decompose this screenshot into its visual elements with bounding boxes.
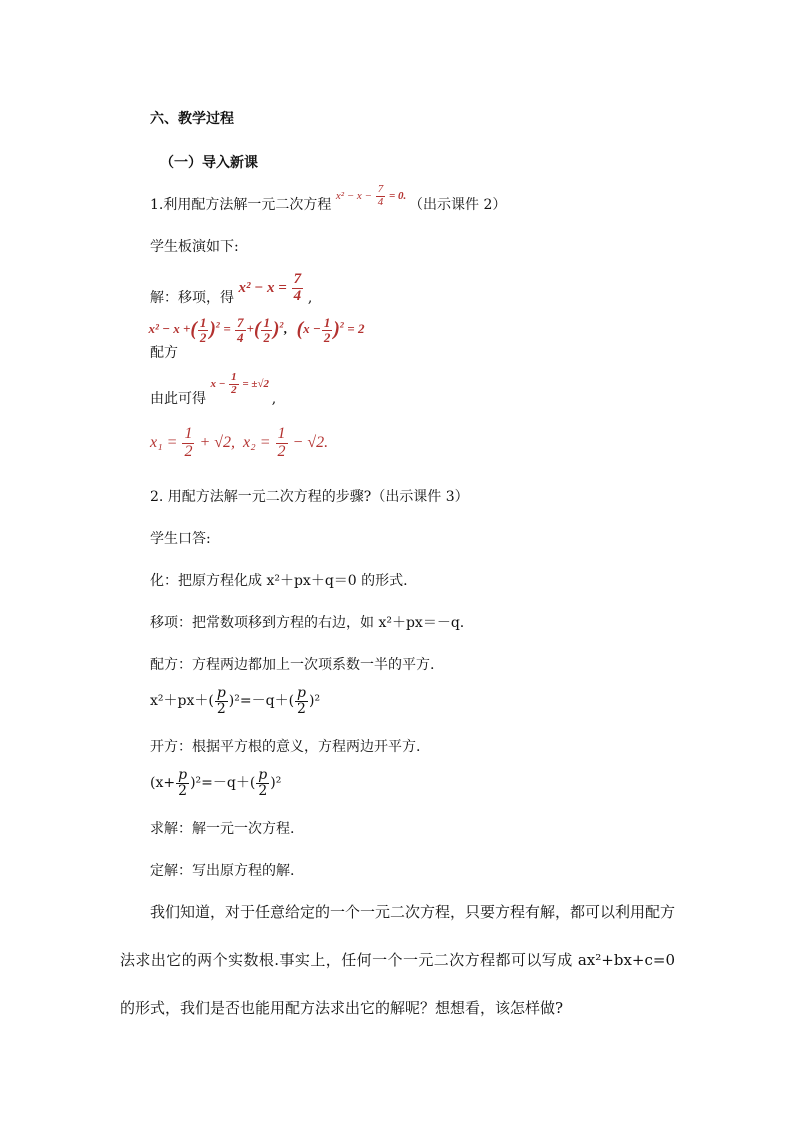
complete-sep: ,	[283, 321, 287, 337]
complete-eq1-plus: +	[246, 321, 254, 337]
complete-label: 配方	[150, 345, 178, 362]
step-peifang: 配方：方程两边都加上一次项系数一半的平方.	[150, 657, 435, 673]
peifang-equation	[150, 686, 320, 716]
complete-half-num-3: 1	[323, 315, 331, 330]
root-x2: x₂ =	[243, 433, 271, 451]
derive-tail: ,	[271, 391, 277, 407]
peifang-eq-den-2: 2	[297, 700, 306, 717]
complete-half-num-1: 1	[199, 315, 207, 330]
complete-eq2-rhs: = 2	[347, 321, 365, 337]
kaifang-eq-den-2: 2	[258, 782, 268, 799]
root2-den: 2	[277, 442, 286, 460]
complete-half-num-2: 1	[263, 315, 270, 330]
kaifang-eq-c: )²	[270, 775, 282, 792]
complete-eq1-mid: =	[223, 321, 231, 337]
root2-num: 1	[277, 425, 286, 442]
peifang-eq-num-2: p	[297, 685, 306, 701]
root-minus: − √2.	[292, 433, 329, 451]
oral-answer: 学生口答:	[150, 531, 211, 547]
kaifang-eq-num-2: p	[258, 767, 268, 783]
step-kaifang: 开方：根据平方根的意义，方程两边开平方.	[150, 739, 421, 755]
complete-eq2-x: x −	[303, 321, 321, 337]
step-dingjie: 定解：写出原方程的解.	[150, 863, 295, 879]
root1-num: 1	[184, 425, 193, 442]
item-1-note: （出示课件 2）	[409, 197, 507, 213]
complete-equation-1: x² − x +( $\frac{1}{2}$ )$^2$ = $\frac{7}{4}$ +( $\frac{1}{2}$ )$^2$, (x − $\frac{1}{2}$ )$^2$ = 2	[148, 315, 365, 345]
complete-half-den-1: 2	[199, 329, 207, 345]
section-heading: 六、教学过程	[150, 111, 234, 127]
item-2: 2. 用配方法解一元二次方程的步骤?（出示课件 3）	[150, 489, 469, 505]
eq1-num: 7	[377, 183, 384, 196]
kaifang-eq-num-1: p	[178, 767, 188, 783]
step-hua: 化：把原方程化成 x²＋px＋q＝0 的形式.	[150, 573, 408, 589]
complete-half-den-2: 2	[263, 329, 270, 345]
solve-tail: ,	[307, 289, 313, 306]
solve-eq-den: 4	[293, 287, 302, 304]
solve-eq-num: 7	[293, 271, 302, 287]
root-plus: + √2,	[199, 433, 236, 451]
item-1	[150, 183, 507, 219]
peifang-eq-c: )²	[309, 693, 321, 710]
derive-eq-rhs: = ±√2	[242, 378, 269, 390]
complete-square-line	[148, 315, 398, 362]
solve-label: 解：移项，得	[150, 289, 234, 306]
derive-equation	[210, 371, 271, 396]
step-yixiang: 移项：把常数项移到方程的右边，如 x²＋px＝－q.	[150, 615, 465, 631]
roots-line	[150, 426, 328, 461]
peifang-eq-b: )²=－q＋(	[228, 693, 295, 710]
derive-line	[150, 371, 277, 407]
peifang-eq-a: x²＋px＋(	[150, 693, 214, 710]
step-qiujie: 求解：解一元一次方程.	[150, 821, 295, 837]
complete-eq1-lhs: x² − x +	[148, 321, 191, 337]
roots-equation	[150, 425, 329, 460]
kaifang-equation	[150, 768, 281, 798]
complete-eq1-frac-num: 7	[237, 315, 244, 330]
root-x1: x₁ =	[150, 433, 178, 451]
solve-equation	[238, 271, 307, 304]
kaifang-eq-den-1: 2	[178, 782, 188, 799]
complete-eq1-frac-den: 4	[237, 329, 244, 345]
derive-eq-den: 2	[231, 383, 237, 396]
complete-half-den-3: 2	[323, 329, 331, 345]
derive-eq-num: 1	[231, 371, 237, 384]
peifang-eq-den-1: 2	[216, 700, 226, 717]
solve-eq-lhs: x² − x =	[238, 279, 287, 296]
kaifang-eq-a: (x+	[150, 775, 176, 792]
subsection-heading: （一）导入新课	[160, 155, 258, 171]
eq1-lhs: x² − x −	[335, 190, 372, 202]
solve-line	[150, 272, 312, 305]
root1-den: 2	[184, 442, 193, 460]
derive-label: 由此可得	[150, 391, 206, 407]
peifang-eq-num-1: p	[216, 685, 226, 701]
eq1-den: 4	[377, 195, 384, 208]
equation-1	[335, 183, 409, 208]
derive-eq-lhs: x −	[210, 378, 226, 390]
kaifang-eq-b: )²=－q＋(	[190, 775, 256, 792]
board-intro: 学生板演如下:	[150, 239, 239, 255]
closing-paragraph: 我们知道，对于任意给定的一个一元二次方程，只要方程有解，都可以利用配方法求出它的两个实数根.事实上，任何一个一元二次方程都可以写成 ax²+bx+c=0 的形式，我们是否也能用配方法求出它的解呢？想想看，该怎样做?	[120, 903, 676, 1017]
item-1-text: 1.利用配方法解一元二次方程	[150, 197, 332, 213]
eq1-rhs: = 0.	[388, 190, 407, 202]
